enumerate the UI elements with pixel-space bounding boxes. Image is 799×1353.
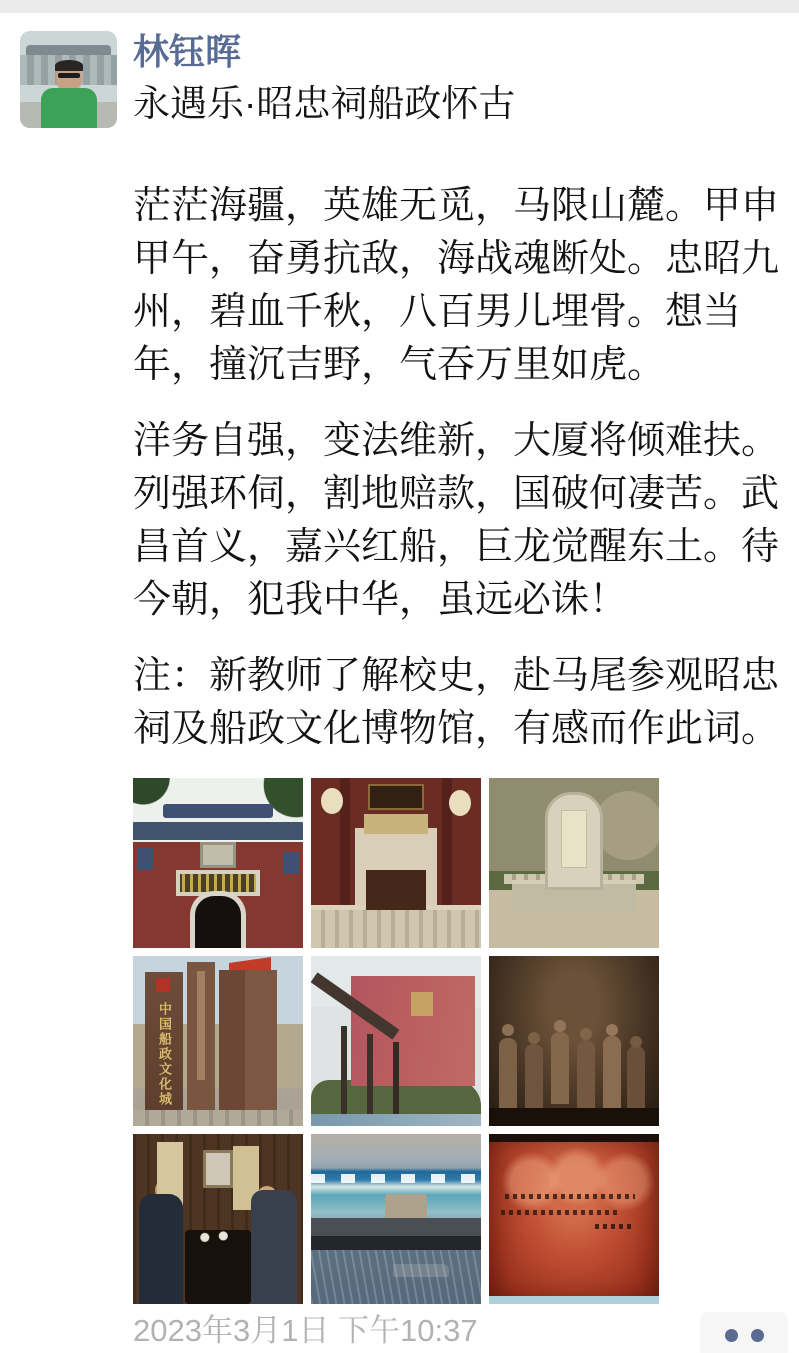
hall-second-plaque — [364, 814, 428, 834]
avatar-person-shirt — [41, 88, 97, 128]
carrier-hull — [311, 1236, 481, 1250]
post-timestamp: 2023年3月1日 下午10:37 — [133, 1313, 478, 1348]
carrier-island — [385, 1194, 427, 1220]
left-figure — [139, 1194, 183, 1304]
poem-stanza-1: 茫茫海疆，英雄无觅，马限山麓。甲申甲午，奋勇抗敌，海战魂断处。忠昭九州，碧血千秋，八百男儿埋骨。想当年，撞沉吉野，气吞万里如虎。 — [133, 185, 780, 386]
hall-center-wall — [355, 828, 437, 906]
wall-top-band — [489, 1134, 659, 1142]
quote-line-2 — [501, 1210, 617, 1215]
carrier-deck — [311, 1218, 481, 1236]
monument-inscription-panel — [561, 810, 587, 868]
poem-stanza-2: 洋务自强，变法维新，大厦将倾难扶。列强环伺，割地赔款，国破何凄苦。武昌首义，嘉兴红船，巨龙觉醒东土。待今朝，犯我中华，虽远必诛！ — [133, 420, 780, 621]
photo-thumbnail-bronze-sculptures[interactable] — [489, 956, 659, 1126]
photo-thumbnail-stone-monument[interactable] — [489, 778, 659, 948]
avatar-person-hair — [55, 60, 83, 71]
menu-dot-icon — [725, 1329, 738, 1342]
temple-main-roof — [133, 822, 303, 840]
menu-dot-icon — [751, 1329, 764, 1342]
sign-vertical-text: 中国船政文化城 — [157, 1001, 172, 1107]
post-title: 永遇乐·昭忠祠船政怀古 — [133, 83, 516, 124]
post-separator — [0, 0, 799, 13]
sign-pillar-3 — [219, 970, 277, 1116]
hall-balustrade — [311, 905, 481, 948]
quote-attribution — [595, 1224, 631, 1229]
comment-like-menu-button[interactable] — [700, 1312, 788, 1353]
photo-thumbnail-red-quote-wall[interactable] — [489, 1134, 659, 1304]
post-text — [133, 180, 793, 756]
photo-thumbnail-wax-figures[interactable] — [133, 1134, 303, 1304]
sculpture-heads — [502, 1024, 514, 1036]
hall-top-plaque — [368, 784, 424, 810]
photo-thumbnail-memorial-hall[interactable] — [311, 778, 481, 948]
avatar-building-roof — [26, 45, 111, 55]
photo-thumbnail-carrier-painting[interactable] — [311, 1134, 481, 1304]
photo-grid — [133, 778, 659, 1304]
author-name[interactable]: 林钰晖 — [133, 31, 242, 72]
avatar[interactable] — [20, 31, 117, 128]
poem-note: 注：新教师了解校史，赴马尾参观昭忠祠及船政文化博物馆，有感而作此词。 — [133, 655, 780, 750]
quote-line-1 — [505, 1194, 635, 1199]
tea-table — [185, 1230, 251, 1304]
temple-arched-door — [190, 891, 246, 948]
temple-upper-roof — [163, 804, 273, 818]
sign-red-seal — [156, 978, 170, 992]
sculpture-figures — [499, 1038, 517, 1110]
sculpture-base — [489, 1108, 659, 1126]
avatar-person-sunglasses — [58, 73, 80, 78]
wall-frame — [203, 1150, 233, 1188]
museum-stair-posts — [341, 1026, 347, 1116]
escort-ship — [393, 1264, 449, 1277]
photo-thumbnail-culture-city-signs[interactable] — [133, 956, 303, 1126]
sign-pillar-2 — [187, 962, 215, 1118]
museum-gold-plaque — [411, 992, 433, 1016]
photo-thumbnail-temple-gate[interactable] — [133, 778, 303, 948]
photo-thumbnail-museum-building[interactable] — [311, 956, 481, 1126]
